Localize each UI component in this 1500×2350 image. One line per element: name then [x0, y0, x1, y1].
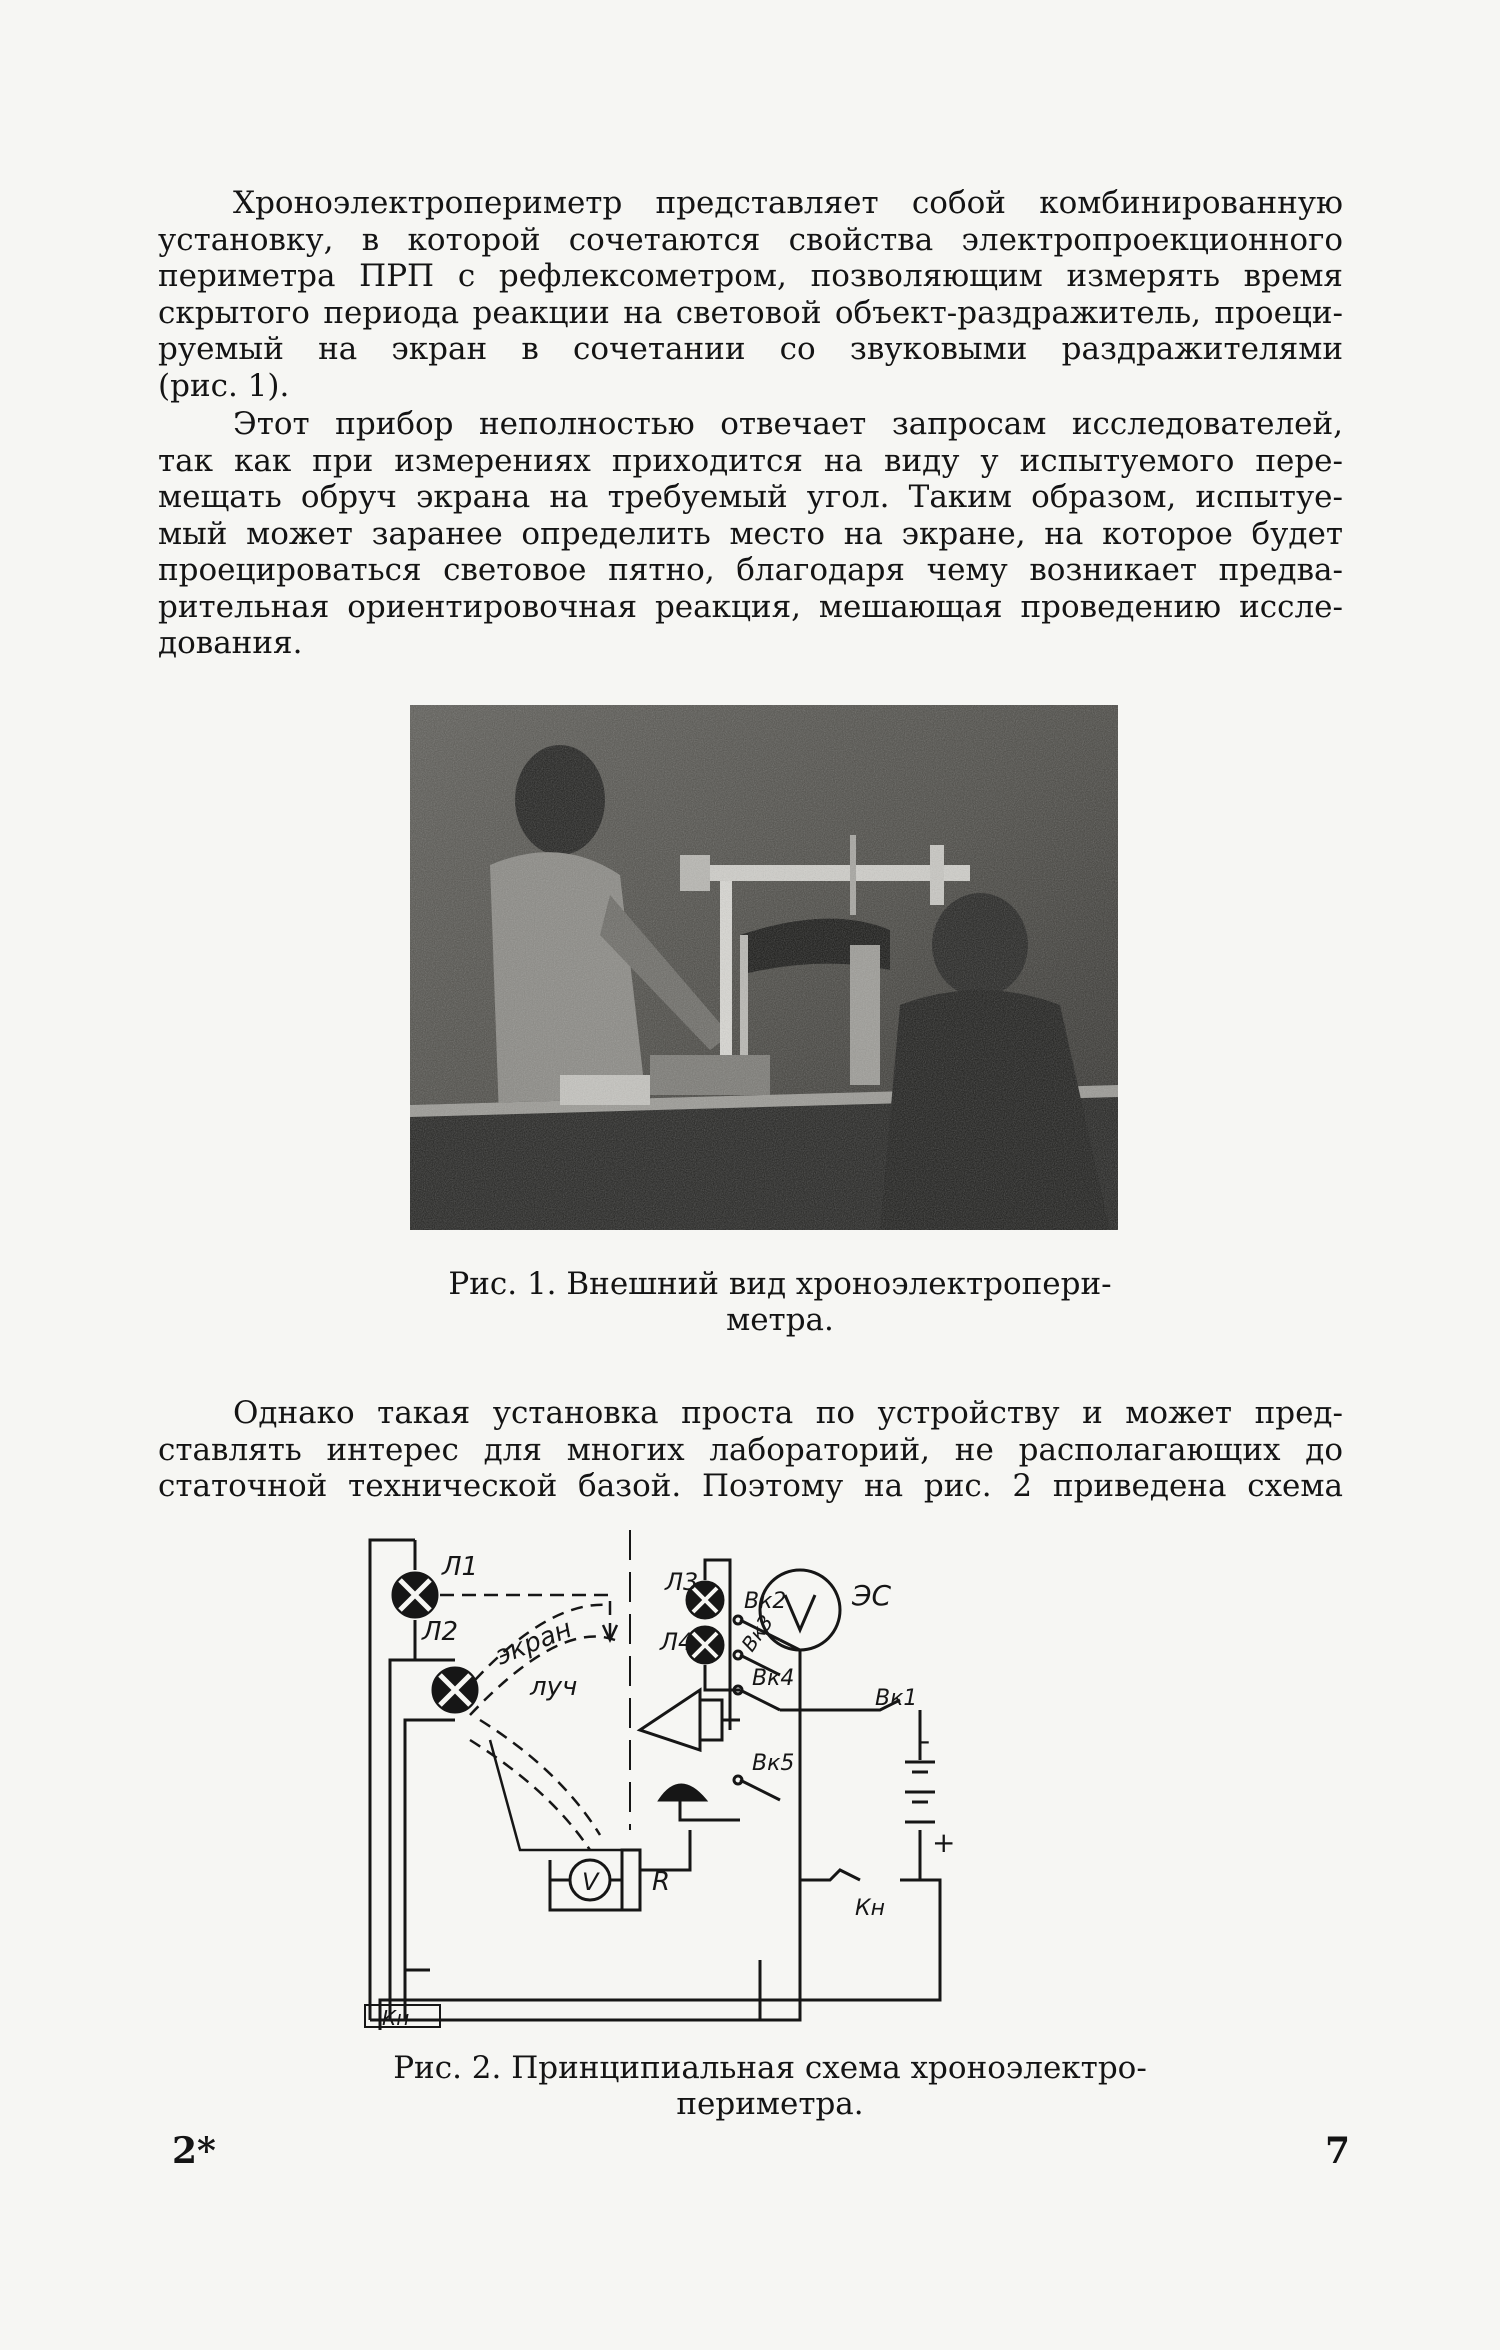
text-line: так как при измерениях приходится на виду у испытуемого пере-: [158, 442, 1343, 479]
caption-line: Рис. 2. Принципиальная схема хроноэлектро-: [393, 2050, 1147, 2086]
paragraph-schema-intro: [158, 1395, 1343, 1505]
paragraph-intro: [158, 185, 1343, 404]
figure2-schematic: [360, 1530, 1160, 2030]
label-l3: Л3: [665, 1568, 699, 1596]
caption-line: метра.: [726, 1302, 834, 1338]
text-line: Однако такая установка проста по устройству и может пред-: [233, 1395, 1343, 1431]
page-number: 7: [1325, 2130, 1351, 2172]
label-kn-right: Кн: [855, 1896, 886, 1921]
text-line: дования.: [158, 625, 303, 661]
signature-mark: 2*: [172, 2130, 216, 2172]
label-vk2: Вк2: [744, 1589, 787, 1614]
label-minus: -: [920, 1724, 931, 1757]
label-vk3: Вк3: [736, 1610, 779, 1656]
text-line: установку, в которой сочетаются свойства электропроекционного: [158, 221, 1343, 258]
label-v: V: [582, 1868, 599, 1896]
label-l2: Л2: [422, 1617, 459, 1647]
text-line: руемый на экран в сочетании со звуковыми раздражителями: [158, 331, 1343, 367]
text-line: мещать обруч экрана на требуемый угол. Таким образом, испытуе-: [158, 479, 1343, 515]
text-line: (рис. 1).: [158, 367, 290, 404]
text-line: рительная ориентировочная реакция, мешающая проведению иссле-: [158, 588, 1343, 625]
figure1-photo: [410, 705, 1118, 1230]
figure1-caption: [400, 1266, 1160, 1338]
text-line: проецироваться световое пятно, благодаря чему возникает предва-: [158, 552, 1343, 588]
text-line: мый может заранее определить место на экране, на которое будет: [158, 515, 1343, 552]
label-r: R: [652, 1867, 671, 1897]
figure2-caption: [360, 2050, 1180, 2122]
text-line: скрытого периода реакции на световой объект-раздражитель, проеци-: [158, 294, 1343, 331]
label-screen: экран: [491, 1613, 577, 1672]
label-vk1: Вк1: [875, 1686, 918, 1711]
text-line: Этот прибор неполностью отвечает запросам исследователей,: [233, 406, 1343, 442]
paragraph-limitations: [158, 406, 1343, 662]
text-line: периметра ПРП с рефлексометром, позволяющим измерять время: [158, 258, 1343, 294]
text-line: статочной технической базой. Поэтому на рис. 2 приведена схема: [158, 1468, 1343, 1504]
label-vk5: Вк5: [752, 1751, 795, 1776]
text-line: Хроноэлектропериметр представляет собой комбинированную: [233, 185, 1343, 221]
label-kn-left: Кн: [382, 2006, 410, 2030]
lamp-l2: [433, 1668, 477, 1712]
caption-line: Рис. 1. Внешний вид хроноэлектропери-: [448, 1266, 1112, 1302]
label-l4: Л4: [660, 1628, 694, 1656]
text-line: ставлять интерес для многих лабораторий, не располагающих до: [158, 1431, 1343, 1468]
caption-line: периметра.: [676, 2086, 864, 2122]
label-ray: луч: [530, 1672, 578, 1702]
label-plus: +: [932, 1826, 956, 1859]
label-vk4: Вк4: [752, 1666, 795, 1691]
lamp-l1: [393, 1573, 437, 1617]
label-es: ЭС: [852, 1579, 892, 1612]
label-l1: Л1: [442, 1552, 479, 1582]
bell: [660, 1785, 705, 1800]
